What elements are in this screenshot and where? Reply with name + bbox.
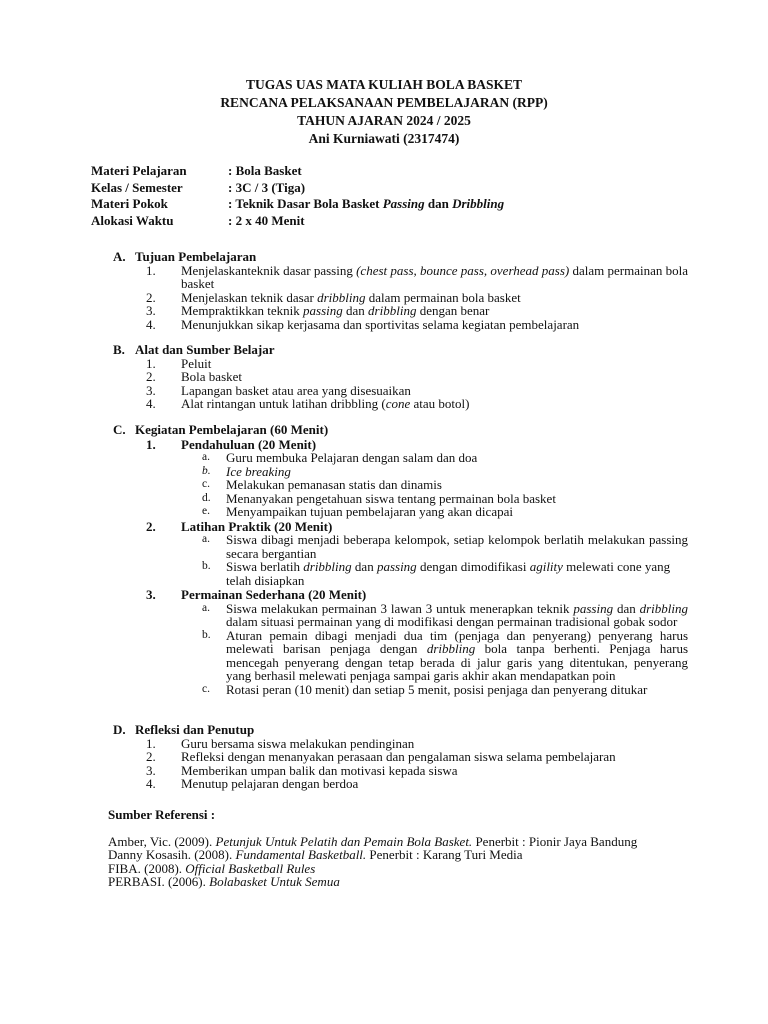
meta-value: : Bola Basket	[228, 163, 302, 178]
italic-run: dribbling	[303, 559, 352, 574]
reference-item	[108, 848, 637, 862]
text-run: dengan benar	[416, 303, 490, 318]
section-title: Kegiatan Pembelajaran (60 Menit)	[135, 422, 329, 437]
meta-value-text: dan	[424, 196, 453, 211]
text-run: Amber, Vic. (2009).	[108, 833, 216, 849]
section-heading	[113, 723, 688, 737]
meta-value-text: : Teknik Dasar Bola Basket	[228, 196, 383, 211]
text-run: Siswa melakukan permainan 3 lawan 3 untuk menerapkan teknik	[226, 600, 574, 616]
meta-value-italic: Passing	[382, 196, 425, 211]
item-letter: c.	[202, 682, 210, 695]
references-heading: Sumber Referensi :	[108, 807, 216, 822]
section-heading	[113, 250, 688, 264]
text-run: dan	[342, 303, 369, 318]
meta-key: Alokasi Waktu	[91, 212, 174, 228]
item-number: 4.	[146, 776, 156, 791]
italic-run: dribbling	[426, 641, 476, 656]
list-item	[113, 750, 688, 764]
italic-run: cone	[385, 396, 411, 411]
item-text: Menunjukkan sikap kerjasama dan sportivitas selama kegiatan pembelajaran	[181, 316, 580, 332]
section-letter: C.	[113, 422, 126, 437]
item-text	[226, 602, 688, 629]
item-letter: d.	[202, 491, 211, 504]
list-item	[113, 304, 688, 318]
text-run: PERBASI. (2006).	[108, 874, 210, 890]
reference-item	[108, 835, 637, 849]
section-title: Tujuan Pembelajaran	[135, 249, 257, 264]
meta-key: Kelas / Semester	[91, 179, 183, 195]
item-number: 2.	[146, 369, 156, 384]
text-run: FIBA. (2008).	[108, 860, 186, 876]
text-run: dalam permainan bola basket	[181, 262, 689, 291]
text-run: Danny Kosasih. (2008).	[108, 847, 236, 863]
item-letter: e.	[202, 505, 210, 517]
item-text	[226, 560, 688, 587]
text-run: dan	[613, 600, 640, 616]
item-text: Memberikan umpan balik dan motivasi kepada siswa	[181, 762, 458, 778]
meta-row	[91, 213, 504, 230]
subsection-title: Permainan Sederhana (20 Menit)	[181, 587, 367, 602]
list-item	[113, 777, 688, 791]
references	[108, 808, 637, 889]
list-item	[113, 505, 688, 519]
list-item	[113, 397, 688, 411]
item-number: 1.	[146, 262, 156, 278]
text-run: Siswa berlatih	[226, 559, 304, 574]
item-text: Ice breaking	[226, 463, 291, 479]
item-number: 1.	[146, 355, 156, 371]
list-item	[113, 357, 688, 371]
italic-run: dribbling	[639, 600, 688, 616]
section-title: Alat dan Sumber Belajar	[135, 342, 275, 357]
text-run: dalam situasi permainan yang di modifikasi dengan permainan tradisional gobak sodor	[226, 614, 678, 629]
list-item	[113, 451, 688, 465]
italic-run: agility	[529, 559, 563, 574]
text-run: melewati cone yang telah disiapkan	[226, 559, 671, 588]
list-item	[113, 629, 688, 683]
text-run: Menjelaskanteknik dasar passing	[181, 262, 357, 278]
section-heading	[113, 423, 688, 437]
item-text: Guru membuka Pelajaran dengan salam dan doa	[226, 450, 478, 465]
item-text	[181, 291, 688, 305]
section-c	[113, 423, 688, 696]
reference-item	[108, 862, 637, 876]
title-line-3: TAHUN AJARAN 2024 / 2025	[297, 113, 471, 128]
list-item	[113, 533, 688, 560]
meta-key: Materi Pokok	[91, 196, 168, 211]
item-text: Melakukan pemanasan statis dan dinamis	[226, 477, 442, 492]
item-number: 3.	[146, 587, 156, 602]
meta-value: : 2 x 40 Menit	[228, 212, 305, 228]
meta-value-italic: Dribbling	[452, 196, 505, 211]
section-letter: D.	[113, 722, 126, 737]
item-number: 2.	[146, 518, 156, 534]
text-run: dan	[351, 559, 377, 574]
list-item	[113, 318, 688, 332]
italic-run: dribbling	[317, 289, 366, 305]
subsection-title: Pendahuluan (20 Menit)	[181, 436, 317, 452]
list-item	[113, 683, 688, 697]
item-letter: b.	[202, 560, 211, 572]
section-letter: A.	[113, 249, 126, 264]
item-number: 2.	[146, 749, 156, 764]
meta-key: Materi Pelajaran	[91, 163, 187, 178]
item-letter: b.	[202, 628, 211, 641]
italic-run: passing	[376, 559, 417, 574]
item-text	[181, 264, 688, 291]
item-number: 3.	[146, 303, 156, 318]
item-text	[226, 629, 688, 683]
italic-run: dribbling	[368, 303, 417, 318]
section-b	[113, 343, 688, 411]
meta-value	[228, 196, 504, 213]
item-text: Rotasi peran (10 menit) dan setiap 5 menit, posisi penjaga dan penyerang ditukar	[226, 681, 648, 697]
list-item	[113, 560, 688, 587]
item-text: Guru bersama siswa melakukan pendinginan	[181, 735, 415, 751]
meta-row	[91, 196, 504, 213]
list-item	[113, 737, 688, 751]
list-item	[113, 465, 688, 479]
meta-row	[91, 163, 504, 180]
text-run: dengan dimodifikasi	[416, 559, 530, 574]
text-run: Alat rintangan untuk latihan dribbling (	[181, 396, 386, 411]
item-text	[181, 397, 688, 411]
item-number: 4.	[146, 316, 156, 332]
document-title	[0, 76, 768, 148]
subsection-heading	[113, 588, 688, 602]
italic-run: Fundamental Basketball.	[235, 847, 367, 863]
title-line-4: Ani Kurniawati (2317474)	[308, 131, 460, 146]
list-item	[113, 492, 688, 506]
item-text: Bola basket	[181, 369, 243, 384]
item-letter: a.	[202, 451, 210, 463]
reference-item	[108, 875, 637, 889]
section-a	[113, 250, 688, 331]
italic-run: Bolabasket Untuk Semua	[209, 874, 340, 890]
item-letter: c.	[202, 478, 210, 490]
text-run: dalam permainan bola basket	[365, 289, 521, 305]
item-text: Refleksi dengan menanyakan perasaan dan pengalaman siswa selama pembelajaran	[181, 749, 616, 764]
item-number: 1.	[146, 735, 156, 751]
item-letter: a.	[202, 533, 210, 545]
list-item	[113, 764, 688, 778]
list-item	[113, 384, 688, 398]
italic-run: passing	[303, 303, 343, 318]
section-heading	[113, 343, 688, 357]
list-item	[113, 370, 688, 384]
list-item	[113, 602, 688, 629]
item-text: Menutup pelajaran dengan berdoa	[181, 776, 359, 791]
text-run: Aturan pemain dibagi menjadi dua tim (penjaga dan penyerang) penyerang harus melewati barisan penjaga dengan	[226, 627, 688, 656]
item-text: Menanyakan pengetahuan siswa tentang permainan bola basket	[226, 490, 556, 506]
section-d	[113, 723, 688, 791]
item-text: Menyampaikan tujuan pembelajaran yang akan dicapai	[226, 504, 513, 519]
text-run: Menjelaskan teknik dasar	[181, 289, 318, 305]
item-text: Lapangan basket atau area yang disesuaikan	[181, 382, 411, 398]
title-line-1: TUGAS UAS MATA KULIAH BOLA BASKET	[246, 77, 522, 92]
item-text: Peluit	[181, 355, 212, 371]
item-number: 2.	[146, 289, 156, 305]
section-letter: B.	[113, 342, 125, 357]
lesson-meta	[91, 163, 504, 229]
meta-value: : 3C / 3 (Tiga)	[228, 179, 306, 195]
italic-run: Official Basketball Rules	[185, 860, 316, 876]
italic-run: (chest pass, bounce pass, overhead pass)	[356, 262, 570, 278]
item-number: 3.	[146, 382, 156, 398]
text-run: Mempraktikkan teknik	[181, 303, 304, 318]
list-item	[113, 291, 688, 305]
subsection-heading	[113, 438, 688, 452]
item-letter: b.	[202, 464, 211, 477]
subsection-heading	[113, 520, 688, 534]
section-title: Refleksi dan Penutup	[135, 722, 255, 737]
text-run: Penerbit : Pionir Jaya Bandung	[472, 833, 638, 849]
item-text: Siswa dibagi menjadi beberapa kelompok, setiap kelompok berlatih melakukan passing secara bergantian	[226, 532, 688, 561]
italic-run: passing	[573, 600, 614, 616]
item-number: 3.	[146, 762, 156, 778]
item-text	[181, 304, 688, 318]
item-letter: a.	[202, 601, 210, 614]
text-run: Penerbit : Karang Turi Media	[366, 847, 523, 863]
title-line-2: RENCANA PELAKSANAAN PEMBELAJARAN (RPP)	[220, 95, 548, 110]
subsection-title: Latihan Praktik (20 Menit)	[181, 518, 333, 534]
list-item	[113, 264, 688, 291]
item-number: 4.	[146, 396, 156, 411]
text-run: atau botol)	[410, 396, 470, 411]
list-item	[113, 478, 688, 492]
meta-row	[91, 180, 504, 197]
text-run: bola tanpa berhenti. Penjaga harus mencegah penyerang dengan tetap berada di jalur garis yang ditentukan, penyerang yang berhasil melewati penjaga sampai garis akhir akan mendapatkan poin	[226, 641, 689, 683]
item-number: 1.	[146, 436, 156, 452]
italic-run: Petunjuk Untuk Pelatih dan Pemain Bola Basket.	[215, 833, 473, 849]
